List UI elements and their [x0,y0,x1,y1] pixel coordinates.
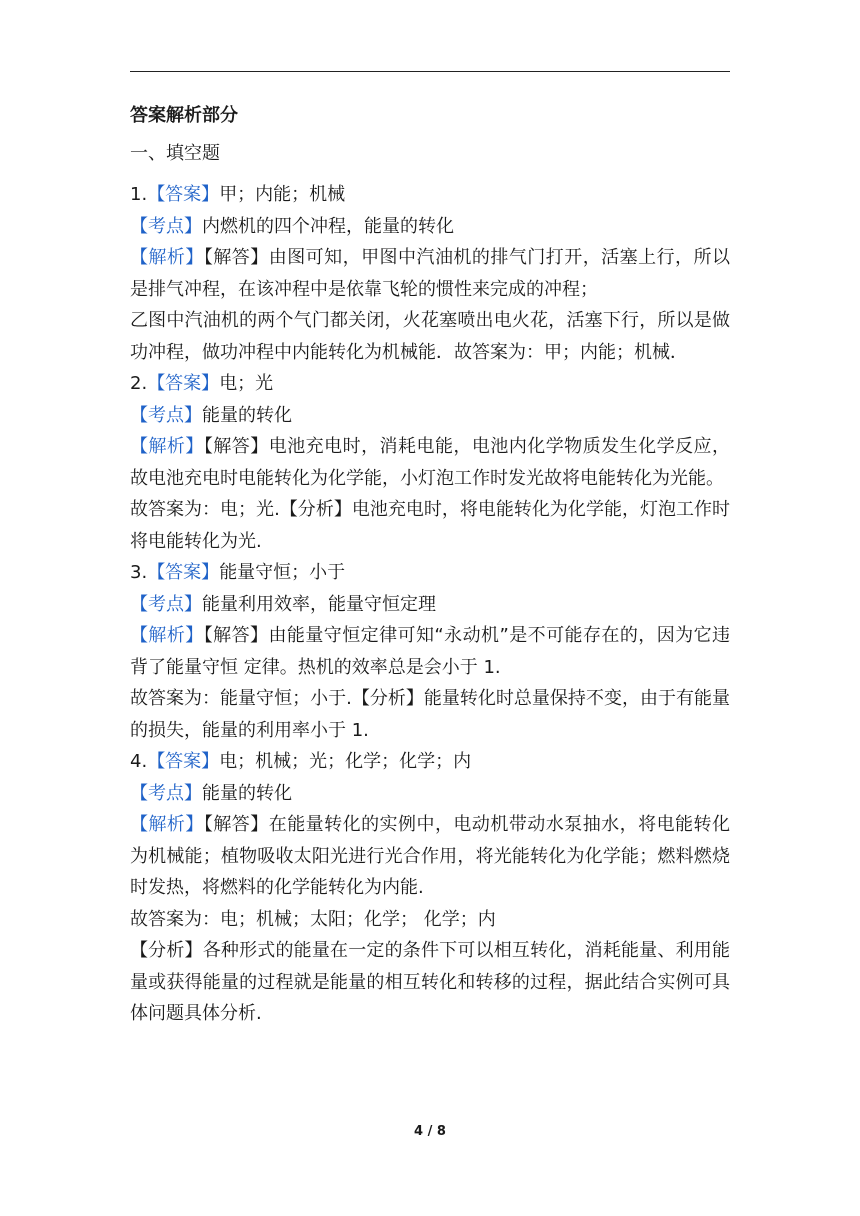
analysis-text: 【解答】在能量转化的实例中，电动机带动水泵抽水，将电能转化为机械能；植物吸收太阳光进行光合作用，将光能转化为化学能；燃料燃烧时发热，将燃料的化学能转化为内能. [130,814,730,898]
question-number: 4. [130,751,148,772]
answer-line [130,746,730,778]
point-line [130,211,730,243]
page-number: 4 / 8 [414,1124,446,1139]
answer-tag: 【答案】 [147,373,220,394]
analysis-text: 【解答】电池充电时，消耗电能，电池内化学物质发生化学反应，故电池充电时电能转化为化学能，小灯泡工作时发光故将电能转化为光能。 [130,436,730,489]
analysis-summary: 【分析】各种形式的能量在一定的条件下可以相互转化，消耗能量、利用能量或获得能量的过程就是能量的相互转化和转移的过程，据此结合实例可具体问题具体分析. [130,940,730,1024]
answer-line [130,557,730,589]
document-body [130,100,730,1030]
point-line [130,778,730,810]
analysis-tag: 【解析】 [130,625,204,646]
answer-heading: 答案解析部分 [130,105,238,126]
analysis-text: 【解答】由能量守恒定律可知“永动机”是不可能存在的，因为它违背了能量守恒 定律。热机的效率总是会小于 1. [130,625,731,678]
question-number: 3. [130,562,148,583]
question-item-2 [130,368,730,557]
question-item-4 [130,746,730,1030]
question-item-1 [130,179,730,368]
answer-line [130,179,730,211]
answer-text: 电；光 [219,373,274,394]
analysis-line [130,431,730,494]
analysis-continued: 故答案为：能量守恒；小于.【分析】能量转化时总量保持不变，由于有能量的损失，能量的利用率小于 1. [130,688,730,741]
analysis-continued: 故答案为：电；机械；太阳；化学； 化学；内 [130,908,496,930]
answer-text: 能量守恒；小于 [219,562,346,583]
section-title: 一、填空题 [130,142,220,164]
analysis-line [130,620,730,683]
answer-text: 甲；内能；机械 [219,184,346,205]
analysis-text: 【解答】由图可知，甲图中汽油机的排气门打开，活塞上行，所以是排气冲程，在该冲程中是依靠飞轮的惯性来完成的冲程； [130,247,730,300]
analysis-tag: 【解析】 [130,247,204,268]
point-tag: 【考点】 [130,782,202,804]
header-rule [130,71,730,72]
point-text: 能量的转化 [202,782,292,804]
point-text: 能量的转化 [202,404,292,426]
analysis-continued: 故答案为：电；光.【分析】电池充电时，将电能转化为化学能，灯泡工作时将电能转化为光. [130,499,730,552]
question-number: 1. [130,184,148,205]
analysis-continued: 乙图中汽油机的两个气门都关闭，火花塞喷出电火花，活塞下行，所以是做功冲程，做功冲程中内能转化为机械能．故答案为：甲；内能；机械． [130,310,730,363]
question-number: 2. [130,373,148,394]
analysis-tag: 【解析】 [130,436,204,457]
point-line [130,589,730,621]
answer-tag: 【答案】 [147,184,220,205]
point-line [130,400,730,432]
question-item-3 [130,557,730,746]
analysis-tag: 【解析】 [130,814,204,835]
answer-text: 电；机械；光；化学；化学；内 [219,751,472,772]
point-tag: 【考点】 [130,593,202,615]
answer-line [130,368,730,400]
point-text: 内燃机的四个冲程，能量的转化 [202,215,454,237]
analysis-line [130,242,730,305]
answer-tag: 【答案】 [147,562,220,583]
point-tag: 【考点】 [130,215,202,237]
answer-tag: 【答案】 [147,751,220,772]
point-tag: 【考点】 [130,404,202,426]
analysis-line [130,809,730,904]
point-text: 能量利用效率，能量守恒定理 [202,593,436,615]
